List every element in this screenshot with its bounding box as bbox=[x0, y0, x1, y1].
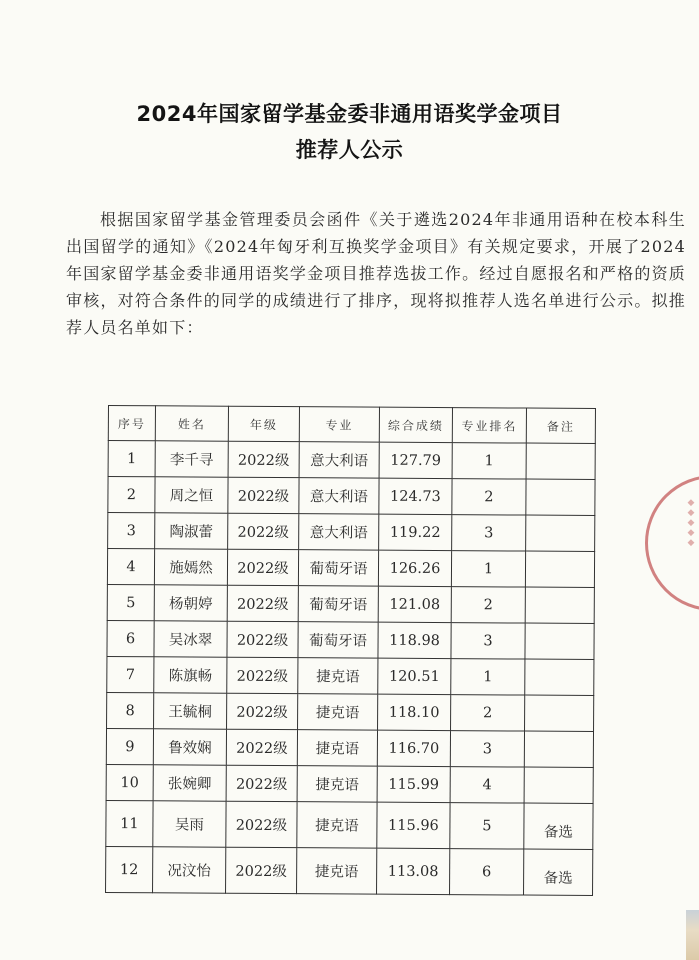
cell-grade: 2022级 bbox=[228, 477, 299, 513]
cell-score: 118.10 bbox=[378, 694, 451, 730]
table-row bbox=[106, 764, 593, 803]
cell-rank: 6 bbox=[450, 849, 524, 895]
cell-major: 捷克语 bbox=[297, 766, 377, 802]
cell-note bbox=[525, 551, 594, 587]
cell-score: 120.51 bbox=[378, 658, 451, 694]
cell-rank: 2 bbox=[451, 695, 525, 731]
cell-major: 捷克语 bbox=[297, 848, 377, 894]
cell-rank: 2 bbox=[452, 479, 526, 515]
cell-number: 10 bbox=[106, 764, 153, 800]
cell-major: 葡萄牙语 bbox=[298, 550, 378, 586]
cell-note bbox=[526, 515, 595, 551]
cell-major: 捷克语 bbox=[298, 694, 378, 730]
cell-name: 吴冰翠 bbox=[154, 621, 227, 657]
cell-score: 126.26 bbox=[378, 550, 451, 586]
intro-paragraph: 根据国家留学基金管理委员会函件《关于遴选2024年非通用语种在校本科生出国留学的通知》《2024年匈牙利互换奖学金项目》有关规定要求，开展了2024年国家留学基金委非通用语奖学金项目推荐选拔工作。经过自愿报名和严格的资质审核，对符合条件的同学的成绩进行了排序，现将拟推荐人选名单进行公示。拟推荐人员名单如下： bbox=[66, 210, 686, 337]
table-row bbox=[107, 692, 594, 731]
cell-number: 12 bbox=[106, 846, 153, 892]
cell-rank: 2 bbox=[451, 587, 525, 623]
cell-score: 113.08 bbox=[377, 848, 450, 894]
cell-score: 119.22 bbox=[379, 514, 452, 550]
cell-grade: 2022级 bbox=[226, 765, 297, 801]
cell-note bbox=[526, 479, 595, 515]
cell-number: 1 bbox=[108, 441, 155, 477]
cell-grade: 2022级 bbox=[227, 657, 298, 693]
cell-number: 11 bbox=[106, 800, 153, 846]
header-note: 备注 bbox=[526, 408, 595, 443]
header-score: 综合成绩 bbox=[379, 407, 452, 442]
cell-name: 周之恒 bbox=[155, 477, 228, 513]
cell-number: 2 bbox=[108, 477, 155, 513]
cell-number: 3 bbox=[108, 513, 155, 549]
table-row bbox=[107, 620, 594, 659]
cell-grade: 2022级 bbox=[226, 847, 297, 893]
cell-grade: 2022级 bbox=[228, 513, 299, 549]
cell-score: 115.96 bbox=[377, 802, 450, 848]
table-row bbox=[106, 800, 593, 849]
cell-grade: 2022级 bbox=[227, 693, 298, 729]
header-rank: 专业排名 bbox=[452, 408, 526, 443]
table-row bbox=[108, 477, 595, 516]
cell-major: 捷克语 bbox=[297, 730, 377, 766]
header-grade: 年级 bbox=[228, 406, 299, 441]
cell-score: 127.79 bbox=[379, 442, 452, 478]
cell-name: 陈旗畅 bbox=[154, 657, 227, 693]
table-row bbox=[106, 728, 593, 767]
cell-note: 备选 bbox=[524, 803, 593, 849]
cell-number: 5 bbox=[107, 584, 154, 620]
cell-note bbox=[524, 767, 593, 803]
cell-grade: 2022级 bbox=[226, 801, 297, 847]
cell-name: 吴雨 bbox=[153, 801, 226, 847]
cell-score: 118.98 bbox=[378, 622, 451, 658]
header-name: 姓名 bbox=[155, 406, 228, 441]
header-number: 序号 bbox=[108, 406, 155, 441]
header-major: 专业 bbox=[299, 407, 379, 442]
cell-major: 捷克语 bbox=[297, 802, 377, 848]
cell-major: 葡萄牙语 bbox=[298, 586, 378, 622]
seal-text: ◆◆◆◆◆ bbox=[686, 498, 696, 548]
document-title: 2024年国家留学基金委非通用语奖学金项目 bbox=[136, 102, 563, 126]
cell-name: 张婉卿 bbox=[153, 765, 226, 801]
cell-name: 鲁效娴 bbox=[153, 729, 226, 765]
cell-number: 4 bbox=[107, 549, 154, 585]
photo-edge-artifact bbox=[686, 910, 699, 960]
table-header-row bbox=[108, 406, 595, 444]
cell-rank: 3 bbox=[452, 515, 526, 551]
cell-grade: 2022级 bbox=[227, 621, 298, 657]
cell-number: 6 bbox=[107, 620, 154, 656]
document-subtitle: 推荐人公示 bbox=[295, 138, 404, 162]
table-row bbox=[107, 584, 594, 623]
cell-note bbox=[524, 731, 593, 767]
cell-name: 王毓桐 bbox=[154, 693, 227, 729]
cell-major: 意大利语 bbox=[299, 514, 379, 550]
official-seal bbox=[645, 475, 699, 611]
table-row bbox=[106, 846, 593, 895]
cell-name: 况汶怡 bbox=[153, 847, 226, 893]
table-row bbox=[108, 513, 595, 552]
cell-rank: 1 bbox=[452, 443, 526, 479]
cell-score: 124.73 bbox=[379, 478, 452, 514]
cell-grade: 2022级 bbox=[227, 549, 298, 585]
cell-number: 7 bbox=[107, 656, 154, 692]
cell-major: 葡萄牙语 bbox=[298, 622, 378, 658]
cell-note bbox=[525, 587, 594, 623]
cell-note: 备选 bbox=[524, 849, 593, 895]
recommended-students-table bbox=[105, 405, 596, 896]
cell-score: 116.70 bbox=[377, 730, 450, 766]
cell-number: 8 bbox=[107, 692, 154, 728]
cell-rank: 1 bbox=[451, 551, 525, 587]
cell-rank: 5 bbox=[450, 803, 524, 849]
cell-rank: 1 bbox=[451, 659, 525, 695]
cell-major: 意大利语 bbox=[299, 478, 379, 514]
cell-grade: 2022级 bbox=[227, 585, 298, 621]
cell-score: 115.99 bbox=[377, 766, 450, 802]
cell-name: 陶淑蕾 bbox=[155, 513, 228, 549]
cell-grade: 2022级 bbox=[226, 729, 297, 765]
cell-note bbox=[526, 443, 595, 479]
table-row bbox=[107, 549, 594, 588]
table-row bbox=[108, 441, 595, 480]
cell-rank: 3 bbox=[451, 623, 525, 659]
cell-number: 9 bbox=[106, 728, 153, 764]
cell-note bbox=[525, 659, 594, 695]
cell-name: 杨朝婷 bbox=[154, 585, 227, 621]
cell-name: 施嫣然 bbox=[154, 549, 227, 585]
cell-major: 捷克语 bbox=[298, 658, 378, 694]
cell-grade: 2022级 bbox=[228, 441, 299, 477]
cell-name: 李千寻 bbox=[155, 441, 228, 477]
cell-score: 121.08 bbox=[378, 586, 451, 622]
table-row bbox=[107, 656, 594, 695]
cell-rank: 3 bbox=[450, 731, 524, 767]
cell-note bbox=[525, 695, 594, 731]
cell-major: 意大利语 bbox=[299, 442, 379, 478]
cell-note bbox=[525, 623, 594, 659]
cell-rank: 4 bbox=[450, 767, 524, 803]
